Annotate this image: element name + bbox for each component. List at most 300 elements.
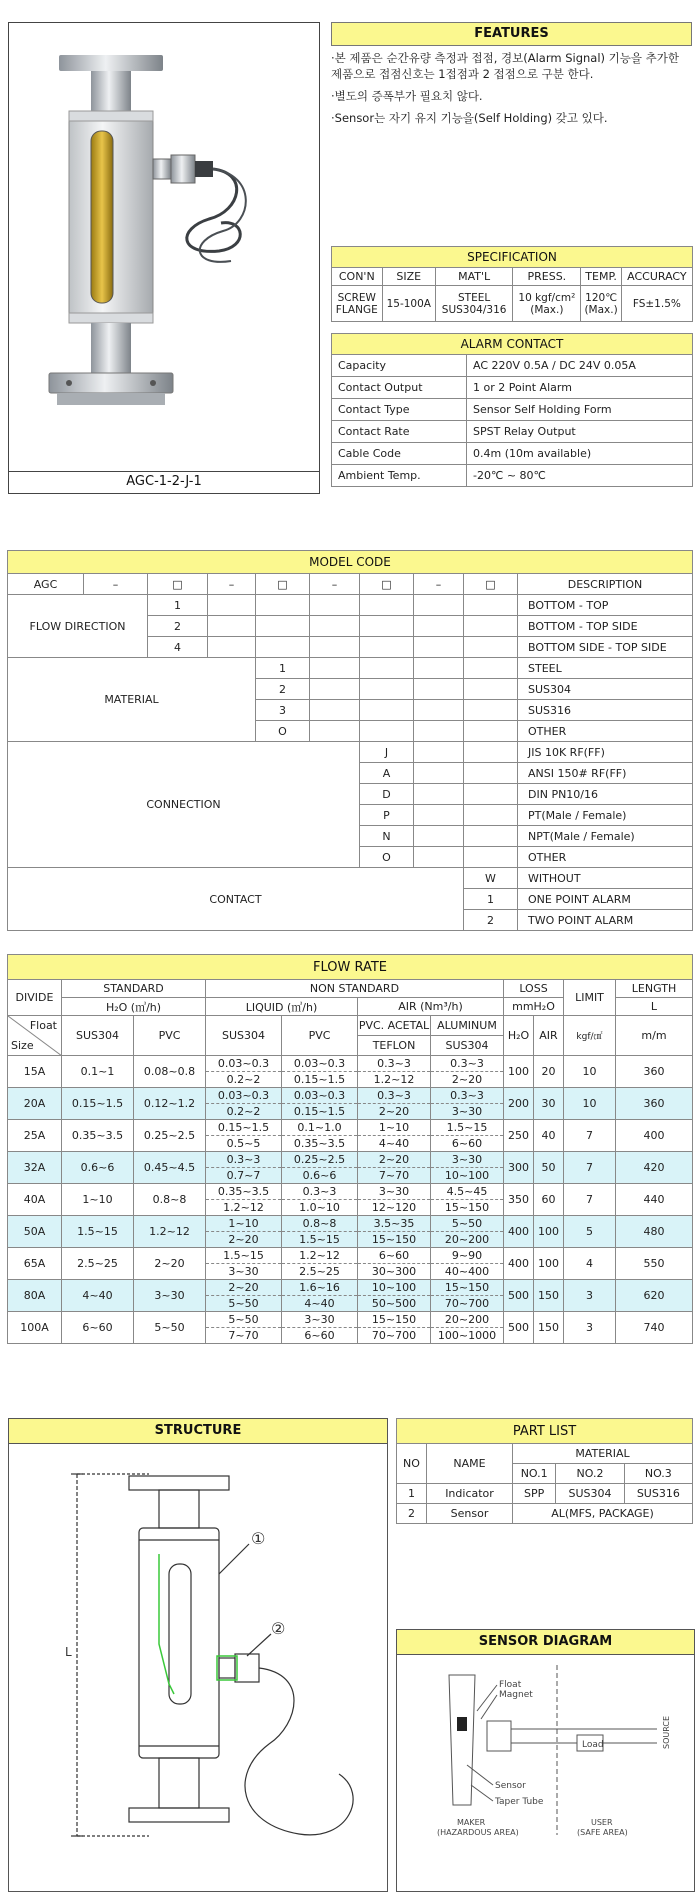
flow-cell-liq-sus304 <box>206 1120 282 1152</box>
empty-cell <box>310 637 360 658</box>
empty-cell <box>360 595 414 616</box>
flow-rate-row <box>8 1120 693 1152</box>
flow-cell-liq-sus304 <box>206 1216 282 1248</box>
flow-cell-air-pvc <box>358 1088 431 1120</box>
model-group-name: CONNECTION <box>8 742 360 868</box>
flow-cell-sus304: 2.5~25 <box>62 1248 134 1280</box>
part-name: Indicator <box>427 1484 513 1504</box>
model-option-code: 2 <box>256 679 310 700</box>
part-no: 2 <box>397 1504 427 1524</box>
flow-cell-limit: 7 <box>564 1152 616 1184</box>
flow-cell-length: 550 <box>616 1248 693 1280</box>
flow-range-value: 0.15~1.5 <box>217 1121 270 1134</box>
flow-cell-sus304: 0.1~1 <box>62 1056 134 1088</box>
flow-range-value: 50~500 <box>358 1295 430 1311</box>
flow-cell-liq-pvc <box>282 1152 358 1184</box>
flow-range-value: 0.35~3.5 <box>282 1135 357 1151</box>
flow-range-value: 6~60 <box>378 1249 410 1262</box>
model-group-name: FLOW DIRECTION <box>8 595 148 658</box>
empty-cell <box>360 721 414 742</box>
flow-range-value: 3~30 <box>206 1263 281 1279</box>
model-option-code: 4 <box>148 637 208 658</box>
code-cell: AGC <box>8 574 84 595</box>
float-size-header <box>8 1016 62 1056</box>
flow-cell-liq-sus304 <box>206 1056 282 1088</box>
alarm-label: Contact Output <box>332 377 467 399</box>
model-option-description: DIN PN10/16 <box>518 784 693 805</box>
flow-range-value: 0.3~3 <box>377 1057 411 1070</box>
part-name-header: NAME <box>427 1444 513 1484</box>
flow-cell-pvc: 0.12~1.2 <box>134 1088 206 1120</box>
flow-range-value: 4~40 <box>358 1135 430 1151</box>
flow-cell-sus304: 4~40 <box>62 1280 134 1312</box>
spec-value: FS±1.5% <box>621 286 692 322</box>
code-cell: □ <box>148 574 208 595</box>
part-material: SPP <box>513 1484 556 1504</box>
empty-cell <box>464 637 518 658</box>
flow-cell-sus304: 0.15~1.5 <box>62 1088 134 1120</box>
flow-range-value: 7~70 <box>206 1327 281 1343</box>
flow-cell-air-pvc <box>358 1280 431 1312</box>
empty-cell <box>414 826 464 847</box>
flow-range-value: 20~200 <box>431 1231 503 1247</box>
flow-range-value: 1.5~15 <box>223 1249 264 1262</box>
flow-range-value: 1.2~12 <box>206 1199 281 1215</box>
spec-header: SIZE <box>382 268 435 286</box>
standard-header: STANDARD <box>62 980 206 998</box>
alarm-value: SPST Relay Output <box>467 421 693 443</box>
model-option-code: D <box>360 784 414 805</box>
flow-range-value: 1.0~10 <box>282 1199 357 1215</box>
flow-cell-length: 420 <box>616 1152 693 1184</box>
empty-cell <box>464 847 518 868</box>
specification-title: SPECIFICATION <box>332 247 693 268</box>
flow-range-value: 3.5~35 <box>373 1217 415 1230</box>
flow-cell-size: 15A <box>8 1056 62 1088</box>
flow-rate-body <box>8 1056 693 1344</box>
flow-range-value: 70~700 <box>358 1327 430 1343</box>
alarm-contact-table <box>331 333 693 487</box>
label-user: USER <box>591 1818 613 1827</box>
flow-range-value: 2~20 <box>206 1231 281 1247</box>
empty-cell <box>310 721 360 742</box>
flow-range-value: 0.25~2.5 <box>293 1153 346 1166</box>
flow-cell-size: 32A <box>8 1152 62 1184</box>
label-source: SOURCE <box>662 1715 671 1749</box>
length-unit-header: m/m <box>616 1016 693 1056</box>
model-option-description: JIS 10K RF(FF) <box>518 742 693 763</box>
flow-range-value: 4~40 <box>282 1295 357 1311</box>
length-header: LENGTH <box>616 980 693 998</box>
flow-cell-size: 100A <box>8 1312 62 1344</box>
part-material: SUS316 <box>624 1484 692 1504</box>
alarm-label: Cable Code <box>332 443 467 465</box>
empty-cell <box>414 658 464 679</box>
model-option-code: N <box>360 826 414 847</box>
flow-cell-length: 360 <box>616 1056 693 1088</box>
flow-cell-size: 25A <box>8 1120 62 1152</box>
model-option-description: TWO POINT ALARM <box>518 910 693 931</box>
flow-rate-table <box>7 954 693 1344</box>
flow-cell-loss-h2o: 500 <box>504 1312 534 1344</box>
empty-cell <box>464 595 518 616</box>
flow-range-value: 0.3~3 <box>450 1089 484 1102</box>
flow-cell-liq-pvc <box>282 1120 358 1152</box>
empty-cell <box>414 595 464 616</box>
flow-range-value: 6~60 <box>431 1135 503 1151</box>
flow-cell-pvc: 0.8~8 <box>134 1184 206 1216</box>
flow-cell-limit: 7 <box>564 1184 616 1216</box>
model-code-table <box>7 550 693 931</box>
flow-range-value: 40~400 <box>431 1263 503 1279</box>
specification-table <box>331 246 693 322</box>
limit-unit-header: kgf/㎠ <box>564 1016 616 1056</box>
empty-cell <box>256 637 310 658</box>
spec-header: ACCURACY <box>621 268 692 286</box>
empty-cell <box>360 679 414 700</box>
flow-cell-air-al <box>431 1056 504 1088</box>
features-title: FEATURES <box>331 22 692 46</box>
product-model-caption: AGC-1-2-J-1 <box>8 471 320 492</box>
feature-item: ·Sensor는 자기 유지 기능을(Self Holding) 갖고 있다. <box>331 111 608 125</box>
flow-range-value: 3~30 <box>431 1103 503 1119</box>
empty-cell <box>208 595 256 616</box>
features-list <box>331 50 692 126</box>
pvc-header: PVC <box>134 1016 206 1056</box>
flow-cell-air-al <box>431 1120 504 1152</box>
flow-cell-liq-sus304 <box>206 1280 282 1312</box>
flow-cell-pvc: 0.08~0.8 <box>134 1056 206 1088</box>
flow-range-value: 0.7~7 <box>206 1167 281 1183</box>
empty-cell <box>414 847 464 868</box>
structure-dim-L: L <box>65 1645 72 1659</box>
flow-range-value: 15~150 <box>431 1199 503 1215</box>
teflon-label: TEFLON <box>358 1035 430 1052</box>
loss-h2o-header: H₂O <box>504 1016 534 1056</box>
flow-cell-length: 360 <box>616 1088 693 1120</box>
flow-range-value: 1~10 <box>228 1217 259 1230</box>
spec-value: 15-100A <box>382 286 435 322</box>
empty-cell <box>464 784 518 805</box>
flow-cell-liq-pvc <box>282 1088 358 1120</box>
model-option-description: BOTTOM - TOP <box>518 595 693 616</box>
flow-cell-loss-air: 20 <box>534 1056 564 1088</box>
sus304-header: SUS304 <box>62 1016 134 1056</box>
empty-cell <box>414 637 464 658</box>
spec-value: SCREW FLANGE <box>332 286 383 322</box>
flow-range-value: 0.03~0.3 <box>217 1089 270 1102</box>
part-list-table <box>396 1418 693 1524</box>
feature-item: ·별도의 증폭부가 필요치 않다. <box>331 89 483 103</box>
flow-cell-loss-air: 100 <box>534 1216 564 1248</box>
empty-cell <box>464 616 518 637</box>
model-group-name: CONTACT <box>8 868 464 931</box>
flow-range-value: 6~60 <box>282 1327 357 1343</box>
flow-range-value: 0.6~6 <box>282 1167 357 1183</box>
model-option-description: BOTTOM - TOP SIDE <box>518 616 693 637</box>
model-option-code: 1 <box>148 595 208 616</box>
model-option-description: STEEL <box>518 658 693 679</box>
flow-cell-size: 50A <box>8 1216 62 1248</box>
flow-range-value: 1.2~12 <box>358 1071 430 1087</box>
empty-cell <box>414 805 464 826</box>
loss-air-header: AIR <box>534 1016 564 1056</box>
model-code-option-row <box>8 658 693 679</box>
empty-cell <box>464 700 518 721</box>
code-cell: – <box>208 574 256 595</box>
model-option-description: OTHER <box>518 847 693 868</box>
liquid-pvc-header: PVC <box>282 1016 358 1056</box>
flow-cell-loss-air: 60 <box>534 1184 564 1216</box>
flow-cell-sus304: 1.5~15 <box>62 1216 134 1248</box>
flow-range-value: 70~700 <box>431 1295 503 1311</box>
flow-range-value: 0.2~2 <box>206 1103 281 1119</box>
flow-cell-loss-h2o: 500 <box>504 1280 534 1312</box>
spec-value: 10 kgf/cm² (Max.) <box>513 286 581 322</box>
flow-range-value: 5~50 <box>228 1313 259 1326</box>
code-cell: □ <box>360 574 414 595</box>
air-header: AIR (Nm³/h) <box>358 998 504 1016</box>
flow-range-value: 5~50 <box>206 1295 281 1311</box>
flow-cell-air-pvc <box>358 1248 431 1280</box>
material-sub-header: NO.3 <box>624 1464 692 1484</box>
material-sub-header: NO.1 <box>513 1464 556 1484</box>
flow-range-value: 10~100 <box>371 1281 417 1294</box>
code-cell: – <box>414 574 464 595</box>
flow-range-value: 1.5~15 <box>446 1121 488 1134</box>
flow-rate-row <box>8 1312 693 1344</box>
empty-cell <box>464 679 518 700</box>
flow-cell-length: 620 <box>616 1280 693 1312</box>
structure-label-1: ① <box>251 1529 266 1548</box>
feature-item: ·본 제품은 순간유량 측정과 접점, 경보(Alarm Signal) 기능을 추가한 제품으로 접점신호는 1접점과 2 접점으로 구분 한다. <box>331 51 679 81</box>
empty-cell <box>414 742 464 763</box>
flow-cell-length: 400 <box>616 1120 693 1152</box>
material-header: MATERIAL <box>513 1444 693 1464</box>
size-label: Size <box>11 1039 34 1052</box>
empty-cell <box>464 658 518 679</box>
alarm-value: 0.4m (10m available) <box>467 443 693 465</box>
alarm-value: Sensor Self Holding Form <box>467 399 693 421</box>
flow-range-value: 9~90 <box>451 1249 483 1262</box>
loss-header: LOSS <box>504 980 564 998</box>
flow-range-value: 4.5~45 <box>446 1185 488 1198</box>
flow-cell-air-pvc <box>358 1120 431 1152</box>
flow-cell-pvc: 5~50 <box>134 1312 206 1344</box>
flow-cell-loss-air: 50 <box>534 1152 564 1184</box>
flow-range-value: 1~10 <box>378 1121 410 1134</box>
model-option-code: 3 <box>256 700 310 721</box>
flow-range-value: 2.5~25 <box>282 1263 357 1279</box>
flow-range-value: 0.35~3.5 <box>217 1185 270 1198</box>
flow-cell-limit: 10 <box>564 1088 616 1120</box>
flow-cell-loss-air: 150 <box>534 1312 564 1344</box>
flow-range-value: 7~70 <box>358 1167 430 1183</box>
float-label: Float <box>29 1019 57 1032</box>
flow-cell-air-al <box>431 1312 504 1344</box>
flow-cell-air-al <box>431 1152 504 1184</box>
flow-cell-limit: 5 <box>564 1216 616 1248</box>
flow-cell-limit: 3 <box>564 1280 616 1312</box>
alarm-value: 1 or 2 Point Alarm <box>467 377 693 399</box>
empty-cell <box>414 784 464 805</box>
flow-cell-liq-pvc <box>282 1216 358 1248</box>
liquid-sus304-header: SUS304 <box>206 1016 282 1056</box>
part-row <box>397 1484 693 1504</box>
flow-rate-row <box>8 1056 693 1088</box>
model-option-code: W <box>464 868 518 889</box>
flow-cell-air-pvc <box>358 1216 431 1248</box>
empty-cell <box>256 595 310 616</box>
flow-rate-row <box>8 1248 693 1280</box>
alarm-label: Capacity <box>332 355 467 377</box>
flow-range-value: 12~120 <box>358 1199 430 1215</box>
empty-cell <box>360 700 414 721</box>
sensor-diagram-section <box>396 1629 695 1892</box>
flow-range-value: 0.03~0.3 <box>293 1057 346 1070</box>
flow-range-value: 3~30 <box>378 1185 410 1198</box>
flow-cell-air-pvc <box>358 1184 431 1216</box>
model-option-description: NPT(Male / Female) <box>518 826 693 847</box>
model-option-description: OTHER <box>518 721 693 742</box>
flow-cell-air-al <box>431 1280 504 1312</box>
flow-cell-length: 440 <box>616 1184 693 1216</box>
spec-header: CON'N <box>332 268 383 286</box>
flow-cell-loss-h2o: 300 <box>504 1152 534 1184</box>
flow-cell-loss-h2o: 350 <box>504 1184 534 1216</box>
flow-cell-air-al <box>431 1088 504 1120</box>
flow-range-value: 2~20 <box>228 1281 259 1294</box>
liquid-header: LIQUID (㎥/h) <box>206 998 358 1016</box>
label-taper-tube: Taper Tube <box>495 1797 544 1807</box>
limit-header: LIMIT <box>564 980 616 1016</box>
air-sus304-label: SUS304 <box>431 1035 503 1052</box>
flow-cell-pvc: 1.2~12 <box>134 1216 206 1248</box>
aluminum-sus304-header <box>431 1016 504 1056</box>
flow-cell-air-pvc <box>358 1056 431 1088</box>
label-sensor: Sensor <box>495 1781 526 1791</box>
flow-range-value: 2~20 <box>431 1071 503 1087</box>
h2o-header: H₂O (㎥/h) <box>62 998 206 1016</box>
model-option-code: 1 <box>256 658 310 679</box>
model-option-description: PT(Male / Female) <box>518 805 693 826</box>
flow-range-value: 0.1~1.0 <box>297 1121 342 1134</box>
code-cell: □ <box>256 574 310 595</box>
empty-cell <box>208 637 256 658</box>
label-safe-area: (SAFE AREA) <box>577 1828 628 1837</box>
model-code-title: MODEL CODE <box>8 551 693 574</box>
code-cell: □ <box>464 574 518 595</box>
flow-rate-title: FLOW RATE <box>8 955 693 980</box>
empty-cell <box>414 616 464 637</box>
flow-cell-loss-h2o: 100 <box>504 1056 534 1088</box>
structure-section <box>8 1418 388 1892</box>
empty-cell <box>360 616 414 637</box>
flow-range-value: 30~300 <box>358 1263 430 1279</box>
divide-header: DIVIDE <box>8 980 62 1016</box>
part-no-header: NO <box>397 1444 427 1484</box>
empty-cell <box>414 679 464 700</box>
sensor-diagram-drawing <box>397 1655 694 1891</box>
part-row <box>397 1504 693 1524</box>
alarm-contact-title: ALARM CONTACT <box>332 334 693 355</box>
alarm-value: -20℃ ~ 80℃ <box>467 465 693 487</box>
label-maker: MAKER <box>457 1818 486 1827</box>
flow-cell-liq-pvc <box>282 1280 358 1312</box>
flow-range-value: 3~30 <box>304 1313 335 1326</box>
flow-range-value: 0.8~8 <box>302 1217 337 1230</box>
part-material: AL(MFS, PACKAGE) <box>513 1504 693 1524</box>
alarm-label: Contact Rate <box>332 421 467 443</box>
empty-cell <box>310 700 360 721</box>
flow-cell-pvc: 2~20 <box>134 1248 206 1280</box>
empty-cell <box>464 826 518 847</box>
flow-range-value: 0.3~3 <box>450 1057 484 1070</box>
model-option-description: SUS316 <box>518 700 693 721</box>
flow-cell-liq-pvc <box>282 1184 358 1216</box>
flow-range-value: 10~100 <box>431 1167 503 1183</box>
flow-range-value: 20~200 <box>444 1313 490 1326</box>
flow-cell-length: 740 <box>616 1312 693 1344</box>
model-option-code: J <box>360 742 414 763</box>
flow-cell-air-al <box>431 1184 504 1216</box>
empty-cell <box>310 616 360 637</box>
model-option-description: SUS304 <box>518 679 693 700</box>
flow-cell-limit: 7 <box>564 1120 616 1152</box>
flow-rate-row <box>8 1184 693 1216</box>
flow-cell-size: 20A <box>8 1088 62 1120</box>
flow-cell-liq-sus304 <box>206 1312 282 1344</box>
flow-cell-length: 480 <box>616 1216 693 1248</box>
flow-cell-sus304: 1~10 <box>62 1184 134 1216</box>
flow-cell-loss-air: 30 <box>534 1088 564 1120</box>
empty-cell <box>360 658 414 679</box>
flow-cell-liq-pvc <box>282 1312 358 1344</box>
flow-range-value: 0.2~2 <box>206 1071 281 1087</box>
flow-cell-liq-sus304 <box>206 1184 282 1216</box>
empty-cell <box>414 700 464 721</box>
model-code-option-row <box>8 742 693 763</box>
part-list-title: PART LIST <box>397 1419 693 1444</box>
flow-cell-air-al <box>431 1248 504 1280</box>
flow-cell-liq-sus304 <box>206 1248 282 1280</box>
flow-range-value: 0.03~0.3 <box>217 1057 270 1070</box>
structure-label-2: ② <box>271 1619 286 1638</box>
flow-cell-sus304: 6~60 <box>62 1312 134 1344</box>
spec-header: PRESS. <box>513 268 581 286</box>
mmh2o-header: mmH₂O <box>504 998 564 1016</box>
model-code-row <box>8 574 693 595</box>
label-hazardous-area: (HAZARDOUS AREA) <box>437 1828 519 1837</box>
model-option-code: P <box>360 805 414 826</box>
flow-range-value: 1.2~12 <box>299 1249 340 1262</box>
flow-rate-row <box>8 1152 693 1184</box>
structure-drawing <box>9 1444 387 1890</box>
aluminum-label: ALUMINUM <box>437 1019 497 1032</box>
material-sub-header: NO.2 <box>556 1464 624 1484</box>
flow-range-value: 0.15~1.5 <box>282 1103 357 1119</box>
flow-cell-loss-h2o: 250 <box>504 1120 534 1152</box>
flow-range-value: 15~150 <box>371 1313 417 1326</box>
part-material: SUS304 <box>556 1484 624 1504</box>
label-load: Load <box>582 1740 604 1750</box>
flow-cell-loss-air: 150 <box>534 1280 564 1312</box>
flow-cell-liq-sus304 <box>206 1152 282 1184</box>
model-group-name: MATERIAL <box>8 658 256 742</box>
description-header: DESCRIPTION <box>518 574 693 595</box>
model-option-code: 1 <box>464 889 518 910</box>
flow-cell-sus304: 0.35~3.5 <box>62 1120 134 1152</box>
